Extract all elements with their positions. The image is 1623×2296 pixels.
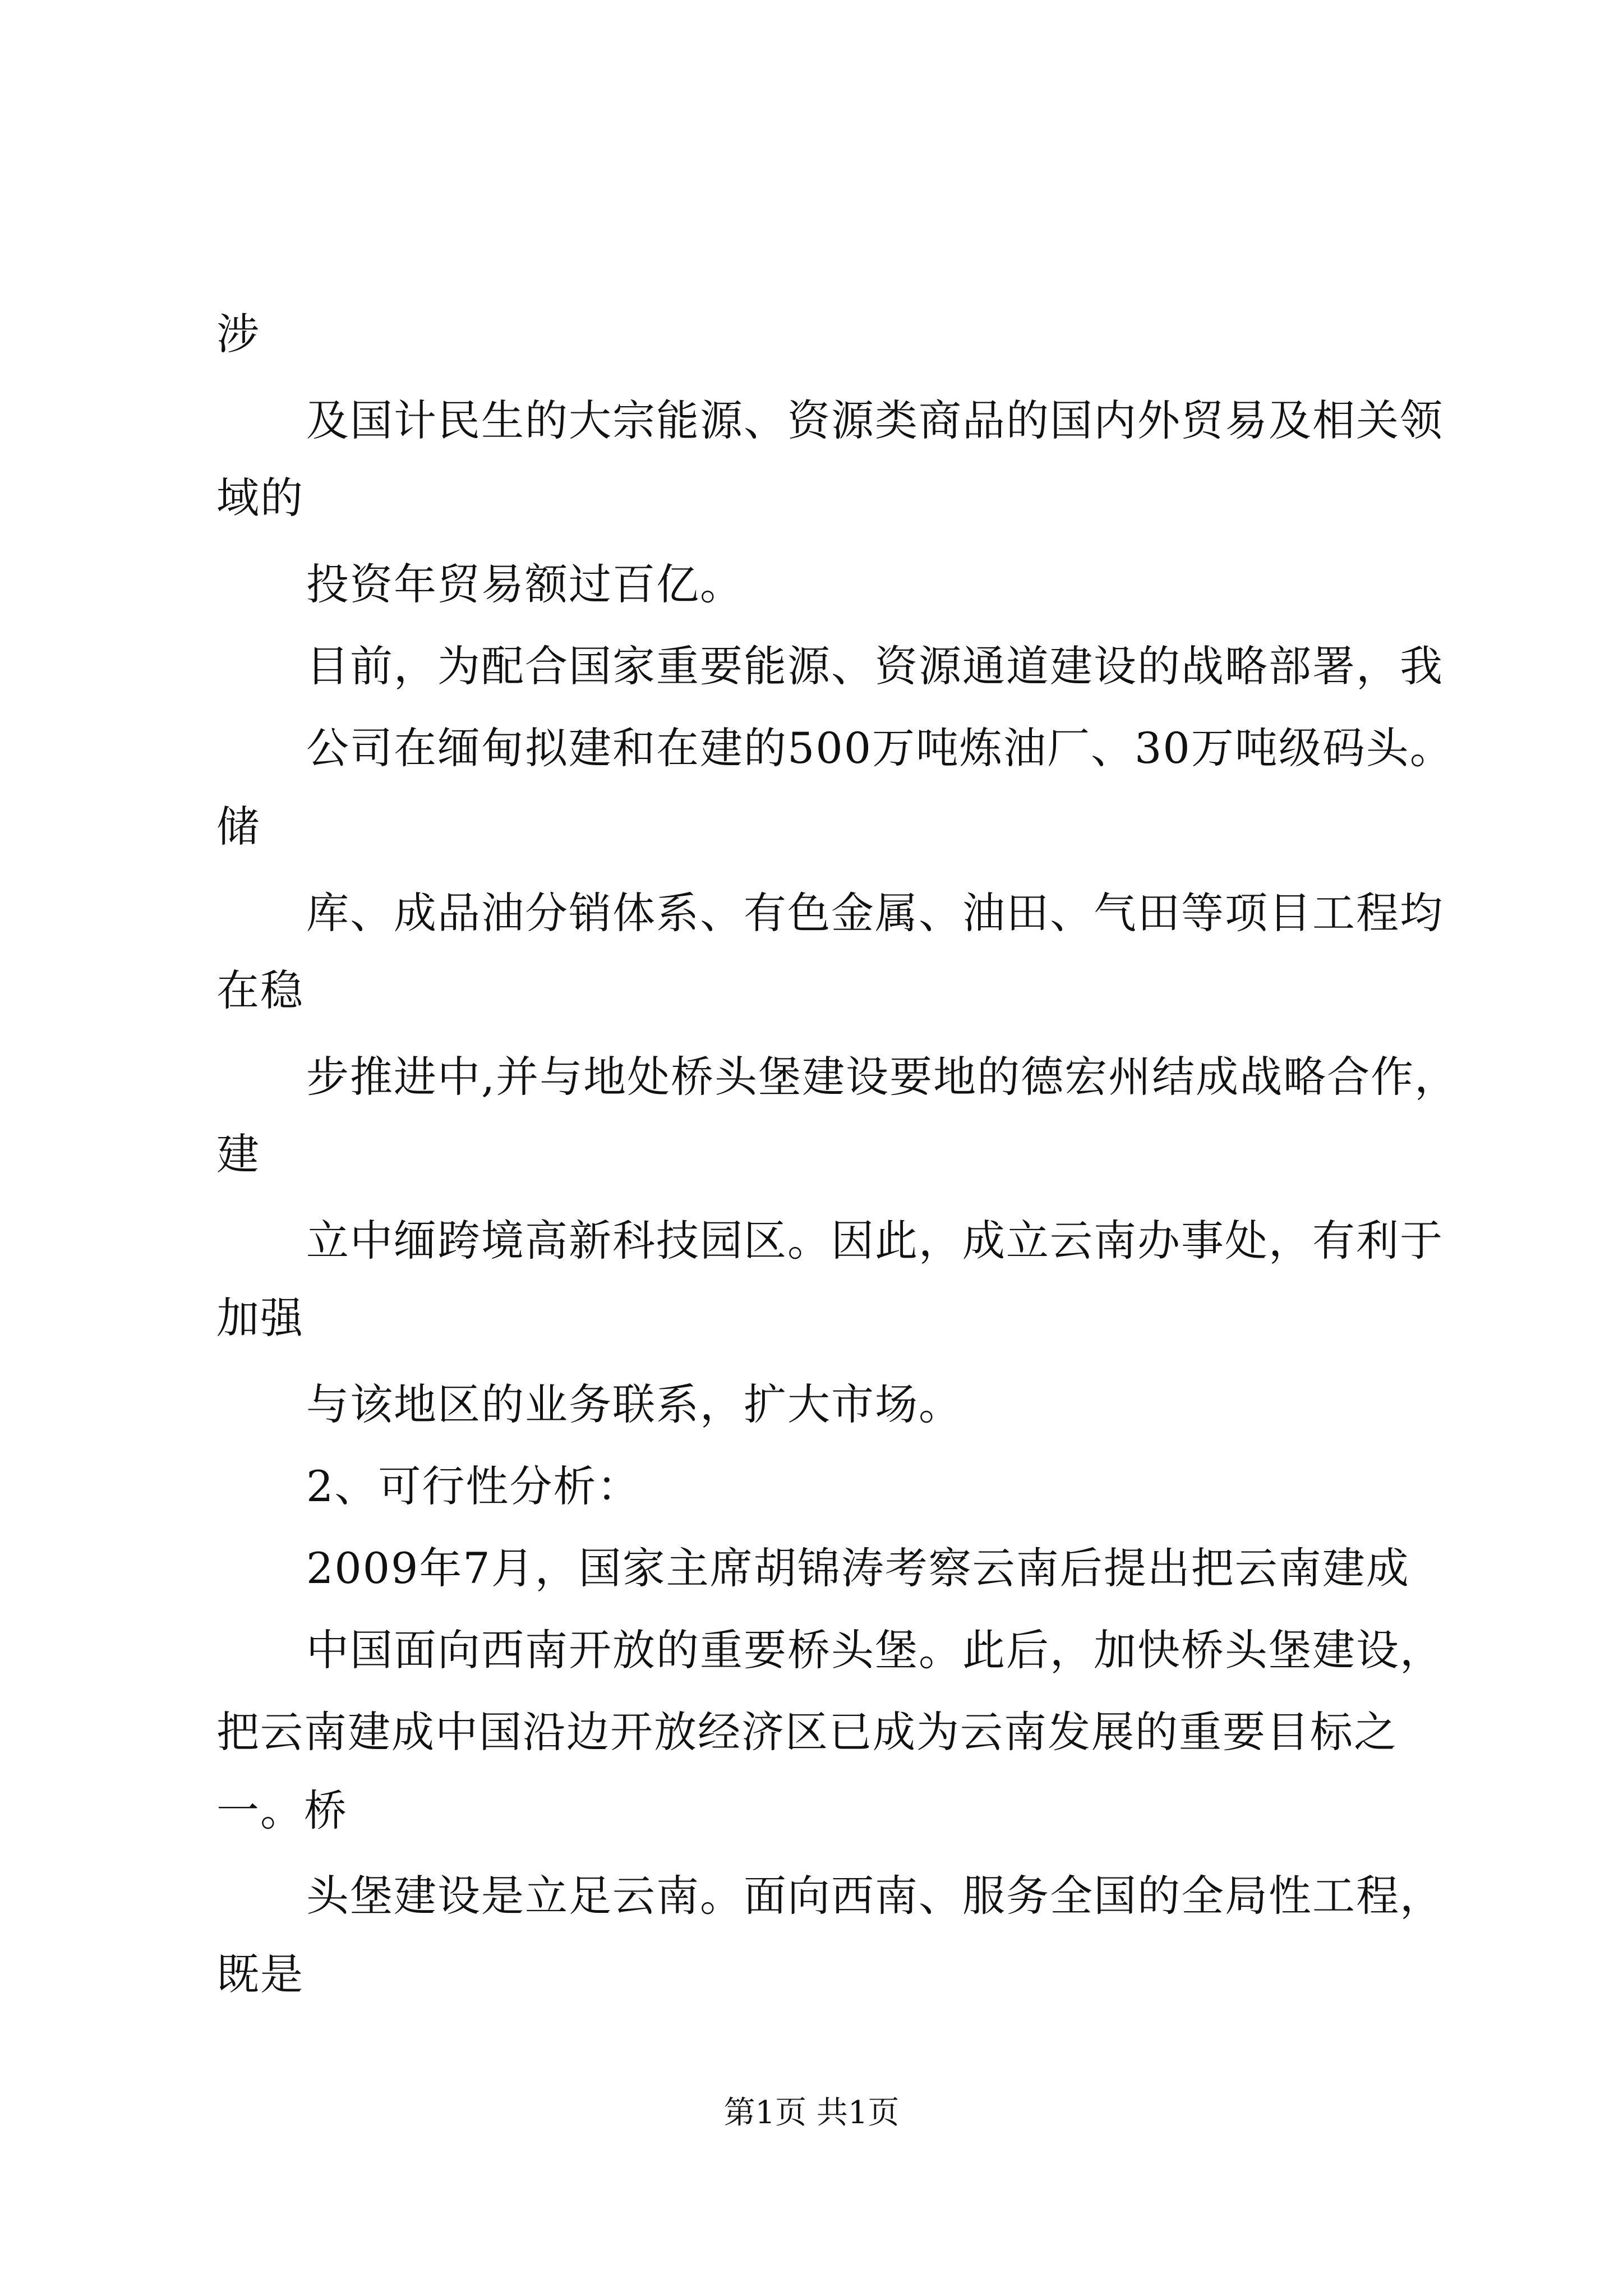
- text-line: 储: [216, 802, 260, 852]
- text-line: 库、成品油分销体系、有色金属、油田、气田等项目工程均: [306, 888, 1444, 938]
- text-line: 加强: [216, 1293, 304, 1343]
- text-line: 及国计民生的大宗能源、资源类商品的国内外贸易及相关领: [306, 395, 1444, 445]
- text-line: 域的: [216, 473, 304, 523]
- text-line: 中国面向西南开放的重要桥头堡。此后，加快桥头堡建设，: [306, 1625, 1444, 1675]
- text-line: 与该地区的业务联系，扩大市场。: [306, 1379, 962, 1429]
- text-line: 投资年贸易额过百亿。: [306, 559, 744, 609]
- text-line: 公司在缅甸拟建和在建的500万吨炼油厂、30万吨级码头。: [306, 723, 1454, 773]
- text-line: 涉: [216, 309, 260, 359]
- text-line: 步推进中,并与地处桥头堡建设要地的德宏州结成战略合作，: [306, 1052, 1459, 1102]
- text-line: 把云南建成中国沿边开放经济区已成为云南发展的重要目标之: [216, 1707, 1398, 1757]
- text-line: 2009年7月，国家主席胡锦涛考察云南后提出把云南建成: [306, 1543, 1410, 1593]
- text-line: 在稳: [216, 965, 304, 1015]
- text-line: 既是: [216, 1949, 304, 1999]
- text-line: 建: [216, 1129, 260, 1179]
- text-line: 2、可行性分析：: [306, 1461, 641, 1511]
- text-line: 头堡建设是立足云南。面向西南、服务全国的全局性工程，: [306, 1871, 1444, 1921]
- text-line: 一。桥: [216, 1786, 348, 1835]
- text-line: 立中缅跨境高新科技园区。因此，成立云南办事处，有利于: [306, 1216, 1444, 1266]
- text-line: 目前，为配合国家重要能源、资源通道建设的战略部署，我: [306, 641, 1444, 691]
- page-footer: 第1页 共1页: [723, 2095, 900, 2131]
